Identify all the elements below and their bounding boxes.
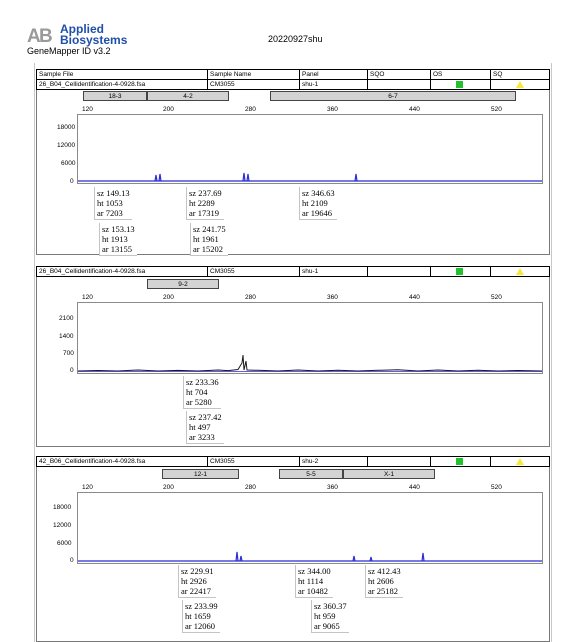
panel-3-xtick: 280: [245, 484, 256, 491]
panel-1-xtick: 440: [409, 106, 420, 113]
panel-1-sq-warning-icon: [516, 81, 524, 88]
panel-3-ytick: 0: [70, 557, 74, 564]
run-title: 20220927shu: [268, 34, 323, 44]
panel-2-panel: shu-1: [302, 268, 319, 275]
panel-1-xtick: 280: [245, 106, 256, 113]
panel-2-xtick: 360: [327, 294, 338, 301]
panel-2-ytick: 1400: [59, 333, 74, 340]
col-sample-name[interactable]: Sample Name: [210, 71, 252, 78]
panel-1-bin-4-2[interactable]: 4-2: [147, 91, 229, 101]
panel-3-info-row: [36, 456, 550, 467]
panel-1-xtick: 520: [491, 106, 502, 113]
panel-1-ytick: 6000: [61, 160, 76, 167]
brand-name: [60, 24, 127, 46]
panel-2-os-pass-icon: [456, 268, 463, 275]
peak-label[interactable]: sz 229.91 ht 2926 ar 22417: [178, 565, 216, 598]
panel-1-ytick: 12000: [57, 142, 76, 149]
panel-1-plot-area[interactable]: [77, 114, 543, 184]
col-panel[interactable]: Panel: [302, 71, 319, 78]
electropherogram-panel-3: [36, 456, 550, 642]
panel-3-bin-12-1[interactable]: 12-1: [162, 469, 239, 479]
panel-3-ytick: 6000: [57, 540, 72, 547]
panel-1-sample-file: 26_B04_Cellidentification-4-0928.fsa: [39, 81, 146, 88]
peak-label[interactable]: sz 153.13 ht 1913 ar 13155: [99, 223, 137, 256]
app-version: GeneMapper ID v3.2: [27, 46, 111, 56]
col-os[interactable]: OS: [433, 71, 443, 78]
peak-label[interactable]: sz 149.13 ht 1053 ar 7203: [94, 187, 132, 220]
panel-2-xtick: 200: [163, 294, 174, 301]
brand-line-1: Applied: [60, 22, 104, 36]
panel-2-ytick: 2100: [59, 315, 74, 322]
panel-3-plot-area[interactable]: [77, 492, 543, 564]
panel-2-xtick: 520: [491, 294, 502, 301]
panel-1-info-row: [36, 79, 550, 90]
panel-2-plot-area[interactable]: [77, 302, 543, 374]
col-sample-file[interactable]: Sample File: [39, 71, 74, 78]
peak-label[interactable]: sz 233.36 ht 704 ar 5280: [183, 376, 221, 409]
panel-3-xtick: 200: [163, 484, 174, 491]
panel-3-bin-x-1[interactable]: X-1: [343, 469, 435, 479]
panel-2-xtick: 440: [409, 294, 420, 301]
panel-1-xtick: 360: [327, 106, 338, 113]
panel-3-bin-5-5[interactable]: 5-5: [279, 469, 343, 479]
panel-3-xtick: 440: [409, 484, 420, 491]
peak-label[interactable]: sz 344.00 ht 1114 ar 10482: [295, 565, 333, 598]
panel-1-panel: shu-1: [302, 81, 319, 88]
panel-2-ytick: 700: [63, 350, 74, 357]
ab-logo-mark-icon: [27, 24, 57, 46]
panel-1-bin-18-3[interactable]: 18-3: [83, 91, 147, 101]
electropherogram-panel-2: [36, 266, 550, 447]
panel-1-xtick: 120: [82, 106, 93, 113]
panel-1-ytick: 0: [70, 178, 74, 185]
panel-3-sample-file: 42_B06_Cellidentification-4-0928.fsa: [39, 458, 146, 465]
panel-3-xtick: 520: [491, 484, 502, 491]
peak-label[interactable]: sz 241.75 ht 1961 ar 15202: [190, 223, 228, 256]
panel-1-sample-name: CM3055: [210, 81, 235, 88]
electropherogram-panel-1: [36, 79, 550, 255]
peak-label[interactable]: sz 233.99 ht 1659 ar 12060: [182, 600, 220, 633]
col-sq[interactable]: SQ: [493, 71, 503, 78]
panel-3-xtick: 360: [327, 484, 338, 491]
applied-biosystems-logo: [27, 24, 57, 46]
panel-1-ytick: 18000: [57, 124, 76, 131]
peak-label[interactable]: sz 237.42 ht 497 ar 3233: [186, 411, 224, 444]
panel-1-bin-6-7[interactable]: 6-7: [270, 91, 516, 101]
svg-text:A: A: [27, 26, 41, 47]
col-sqo[interactable]: SQO: [370, 71, 385, 78]
panel-3-trace: [78, 493, 542, 563]
panel-3-xtick: 120: [82, 484, 93, 491]
brand-line-2: Biosystems: [60, 33, 128, 47]
panel-1-xtick: 200: [163, 106, 174, 113]
panel-3-os-pass-icon: [456, 458, 463, 465]
panel-3-panel: shu-2: [302, 458, 319, 465]
panel-2-sample-file: 26_B04_Cellidentification-4-0928.fsa: [39, 268, 146, 275]
panel-2-info-row: [36, 266, 550, 277]
panel-3-ytick: 18000: [53, 504, 72, 511]
panel-2-ytick: 0: [70, 367, 74, 374]
panel-2-bin-9-2[interactable]: 9-2: [147, 279, 219, 289]
peak-label[interactable]: sz 360.37 ht 959 ar 9065: [311, 600, 349, 633]
panel-3-sample-name: CM3055: [210, 458, 235, 465]
svg-text:B: B: [39, 26, 53, 47]
panel-1-trace: [78, 115, 542, 183]
panel-2-trace: [78, 303, 542, 373]
panel-2-xtick: 280: [245, 294, 256, 301]
panel-1-os-pass-icon: [456, 81, 463, 88]
panel-2-xtick: 120: [82, 294, 93, 301]
panel-2-sq-warning-icon: [516, 268, 524, 275]
panel-2-sample-name: CM3055: [210, 268, 235, 275]
panel-3-sq-warning-icon: [516, 458, 524, 465]
peak-label[interactable]: sz 237.69 ht 2289 ar 17319: [186, 187, 224, 220]
panel-3-ytick: 12000: [53, 522, 72, 529]
peak-label[interactable]: sz 346.63 ht 2109 ar 19646: [299, 187, 337, 220]
peak-label[interactable]: sz 412.43 ht 2606 ar 25182: [365, 565, 403, 598]
